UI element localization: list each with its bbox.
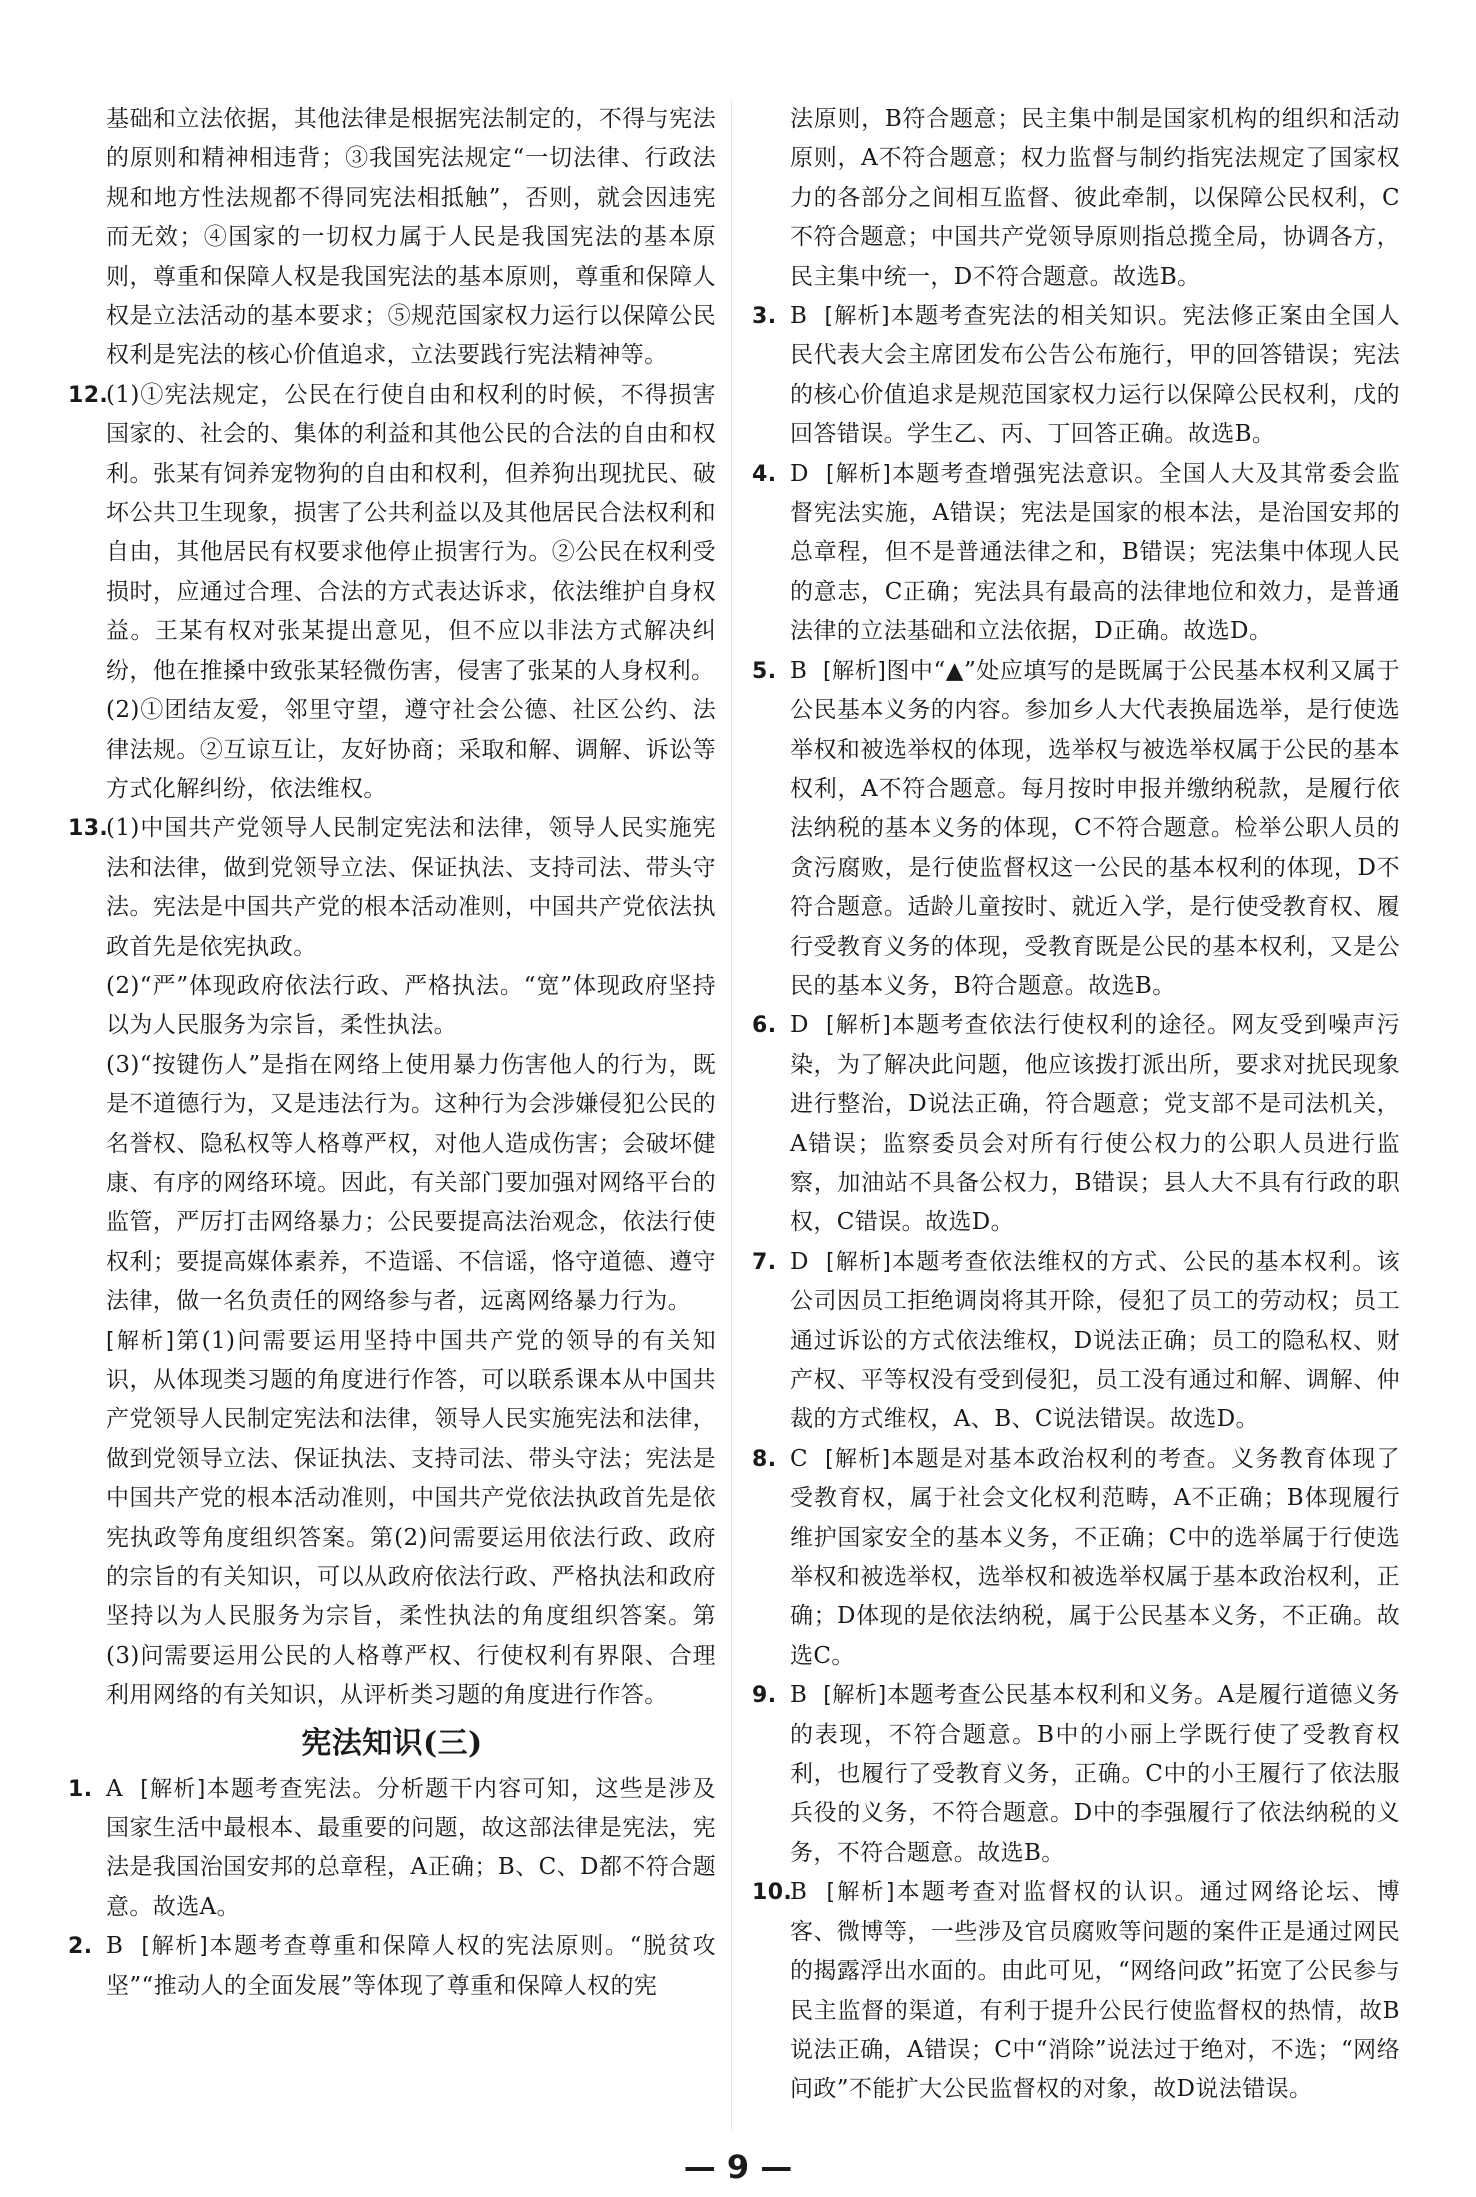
analysis-text: 本题考查宪法。分析题干内容可知，这些是涉及国家生活中最根本、最重要的问题，故这部法律是宪法，宪法是我国治国安邦的总章程，A正确；B、C、D都不符合题意。故选A。 xyxy=(106,1775,716,1920)
answer-part-2: (2)①团结友爱，邻里守望，遵守社会公德、社区公约、法律法规。②互谅互让，友好协商；采取和解、调解、诉讼等方式化解纠纷，依法维权。 xyxy=(106,697,716,802)
question-4 xyxy=(752,455,1400,652)
analysis-tag: [解析] xyxy=(825,1446,891,1472)
intro-paragraph: 基础和立法依据，其他法律是根据宪法制定的，不得与宪法的原则和精神相违背；③我国宪法规定“一切法律、行政法规和地方性法规都不得同宪法相抵触”，否则，就会因违宪而无效；④国家的一切权力属于人民是我国宪法的基本原则，尊重和保障人权是我国宪法的基本原则，尊重和保障人权是立法活动的基本要求；⑤规范国家权力运行以保障公民权利是宪法的核心价值追求，立法要践行宪法精神等。 xyxy=(106,106,716,369)
question-1 xyxy=(68,1770,716,1928)
analysis-paragraph xyxy=(106,1322,716,1716)
question-number: 3. xyxy=(752,304,777,330)
question-9 xyxy=(752,1676,1400,1873)
answer-letter: B xyxy=(790,657,808,684)
question-number: 8. xyxy=(752,1446,777,1472)
question-number: 9. xyxy=(752,1683,777,1709)
question-5 xyxy=(752,652,1400,1007)
analysis-text: 本题考查宪法的相关知识。宪法修正案由全国人民代表大会主席团发布公告公布施行，甲的回答错误；宪法的核心价值追求是规范国家权力运行以保障公民权利，戊的回答错误。学生乙、丙、丁回答正确。故选B。 xyxy=(790,303,1400,448)
answer-letter: D xyxy=(790,1248,809,1275)
question-2-continued: 法原则，B符合题意；民主集中制是国家机构的组织和活动原则，A不符合题意；权力监督与制约指宪法规定了国家权力的各部分之间相互监督、彼此牵制，以保障公民权利，C不符合题意；中国共产党领导原则指总揽全局，协调各方，民主集中统一，D不符合题意。故选B。 xyxy=(790,106,1400,290)
analysis-text: 本题考查依法行使权利的途径。网友受到噪声污染，为了解决此问题，他应该拨打派出所，要求对扰民现象进行整治，D说法正确，符合题意；党支部不是司法机关，A错误；监察委员会对所有行使公权力的公职人员进行监察，加油站不具备公权力，B错误；县人大不具有行政的职权，C错误。故选D。 xyxy=(790,1012,1400,1236)
question-number: 7. xyxy=(752,1249,777,1275)
left-column xyxy=(68,100,716,2006)
answer-letter: D xyxy=(790,460,809,487)
analysis-tag: [解析] xyxy=(141,1934,209,1960)
question-number: 4. xyxy=(752,461,777,487)
analysis-text: 本题考查尊重和保障人权的宪法原则。“脱贫攻坚”“推动人的全面发展”等体现了尊重和保障人权的宪 xyxy=(106,1933,716,1999)
question-6 xyxy=(752,1006,1400,1242)
answer-letter: D xyxy=(790,1012,809,1039)
analysis-tag: [解析] xyxy=(824,304,890,330)
analysis-tag: [解析] xyxy=(823,1683,887,1709)
question-10 xyxy=(752,1873,1400,2109)
answer-letter: B xyxy=(790,303,808,330)
question-13 xyxy=(68,809,716,1715)
answer-letter: B xyxy=(790,1879,808,1906)
question-number: 2. xyxy=(68,1934,93,1960)
section-title: 宪法知识(三) xyxy=(301,1725,483,1761)
question-8 xyxy=(752,1440,1400,1676)
column-divider xyxy=(731,100,732,2130)
analysis-text: 本题考查依法维权的方式、公民的基本权利。该公司因员工拒绝调岗将其开除，侵犯了员工的劳动权；员工通过诉讼的方式依法维权，D说法正确；员工的隐私权、财产权、平等权没有受到侵犯，员工没有通过和解、调解、仲裁的方式维权，A、B、C说法错误。故选D。 xyxy=(790,1248,1400,1433)
analysis-tag: [解析] xyxy=(823,658,887,684)
answer-letter: B xyxy=(790,1682,808,1709)
answer-part-2: (2)“严”体现政府依法行政、严格执法。“宽”体现政府坚持以为人民服务为宗旨，柔性执法。 xyxy=(106,972,716,1039)
answer-letter: A xyxy=(106,1775,124,1802)
question-2 xyxy=(68,1927,716,2006)
analysis-text: 图中“▲”处应填写的是既属于公民基本权利又属于公民基本义务的内容。参加乡人大代表换届选举，是行使选举权和被选举权的体现，选举权与被选举权属于公民的基本权利，A不符合题意。每月按时申报并缴纳税款，是履行依法纳税的基本义务的体现，C不符合题意。检举公职人员的贪污腐败，是行使监督权这一公民的基本权利的体现，D不符合题意。适龄儿童按时、就近入学，是行使受教育权、履行受教育义务的体现，受教育既是公民的基本权利，又是公民的基本义务，B符合题意。故选B。 xyxy=(790,657,1400,999)
analysis-tag: [解析] xyxy=(825,1013,892,1039)
question-3 xyxy=(752,297,1400,455)
answer-part-1: (1)中国共产党领导人民制定宪法和法律，领导人民实施宪法和法律，做到党领导立法、保证执法、支持司法、带头守法。宪法是中国共产党的根本活动准则，中国共产党依法执政首先是依宪执政。 xyxy=(106,815,716,960)
question-number: 10. xyxy=(752,1880,793,1906)
page-number: — 9 — xyxy=(683,2148,793,2186)
analysis-text: 第(1)问需要运用坚持中国共产党的领导的有关知识，从体现类习题的角度进行作答，可以联系课本从中国共产党领导人民制定宪法和法律，领导人民实施宪法和法律，做到党领导立法、保证执法、支持司法、带头守法；宪法是中国共产党的根本活动准则，中国共产党依法执政首先是依宪执政等角度组织答案。第(2)问需要运用依法行政、政府的宗旨的有关知识，可以从政府依法行政、严格执法和政府坚持以为人民服务为宗旨，柔性执法的角度组织答案。第(3)问需要运用公民的人格尊严权、行使权利有界限、合理利用网络的有关知识，从评析类习题的角度进行作答。 xyxy=(106,1327,716,1709)
question-number: 13. xyxy=(68,816,109,842)
analysis-text: 本题考查增强宪法意识。全国人大及其常委会监督宪法实施，A错误；宪法是国家的根本法，是治国安邦的总章程，但不是普通法律之和，B错误；宪法集中体现人民的意志，C正确；宪法具有最高的法律地位和效力，是普通法律的立法基础和立法依据，D正确。故选D。 xyxy=(790,460,1400,645)
question-7 xyxy=(752,1243,1400,1440)
analysis-tag: [解析] xyxy=(825,461,892,487)
question-number: 6. xyxy=(752,1013,777,1039)
question-number: 1. xyxy=(68,1776,93,1802)
analysis-tag: [解析] xyxy=(825,1249,892,1275)
answer-part-1: (1)①宪法规定，公民在行使自由和权利的时候，不得损害国家的、社会的、集体的利益和其他公民的合法的自由和权利。张某有饲养宠物狗的自由和权利，但养狗出现扰民、破坏公共卫生现象，损害了公共利益以及其他居民合法权利和自由，其他居民有权要求他停止损害行为。②公民在权利受损时，应通过合理、合法的方式表达诉求，依法维护自身权益。王某有权对张某提出意见，但不应以非法方式解决纠纷，他在推搡中致张某轻微伤害，侵害了张某的人身权利。 xyxy=(106,381,716,684)
answer-letter: C xyxy=(790,1445,808,1472)
question-number: 12. xyxy=(68,382,109,408)
question-12 xyxy=(68,376,716,809)
analysis-tag: [解析] xyxy=(826,1880,895,1906)
answer-part-3: (3)“按键伤人”是指在网络上使用暴力伤害他人的行为，既是不道德行为，又是违法行为。这种行为会涉嫌侵犯公民的名誉权、隐私权等人格尊严权，对他人造成伤害；会破坏健康、有序的网络环境。因此，有关部门要加强对网络平台的监管，严厉打击网络暴力；公民要提高法治观念，依法行使权利；要提高媒体素养，不造谣、不信谣，恪守道德、遵守法律，做一名负责任的网络参与者，远离网络暴力行为。 xyxy=(106,1051,716,1315)
analysis-text: 本题考查公民基本权利和义务。A是履行道德义务的表现，不符合题意。B中的小丽上学既行使了受教育权利，也履行了受教育义务，正确。C中的小王履行了依法服兵役的义务，不符合题意。D中的李强履行了依法纳税的义务，不符合题意。故选B。 xyxy=(790,1682,1400,1866)
analysis-text: 本题考查对监督权的认识。通过网络论坛、博客、微博等，一些涉及官员腐败等问题的案件正是通过网民的揭露浮出水面的。由此可见，“网络问政”拓宽了公民参与民主监督的渠道，有利于提升公民行使监督权的热情，故B说法正确，A错误；C中“消除”说法过于绝对，不选；“网络问政”不能扩大公民监督权的对象，故D说法错误。 xyxy=(790,1879,1400,2103)
answer-letter: B xyxy=(106,1933,124,1960)
analysis-tag: [解析] xyxy=(140,1776,206,1802)
question-number: 5. xyxy=(752,658,777,684)
analysis-text: 本题是对基本政治权利的考查。义务教育体现了受教育权，属于社会文化权利范畴，A不正确；B体现履行维护国家安全的基本义务，不正确；C中的选举属于行使选举权和被选举权，选举权和被选举权属于基本政治权利，正确；D体现的是依法纳税，属于公民基本义务，不正确。故选C。 xyxy=(790,1445,1400,1669)
right-column xyxy=(752,100,1400,2110)
analysis-tag: [解析] xyxy=(106,1328,175,1354)
